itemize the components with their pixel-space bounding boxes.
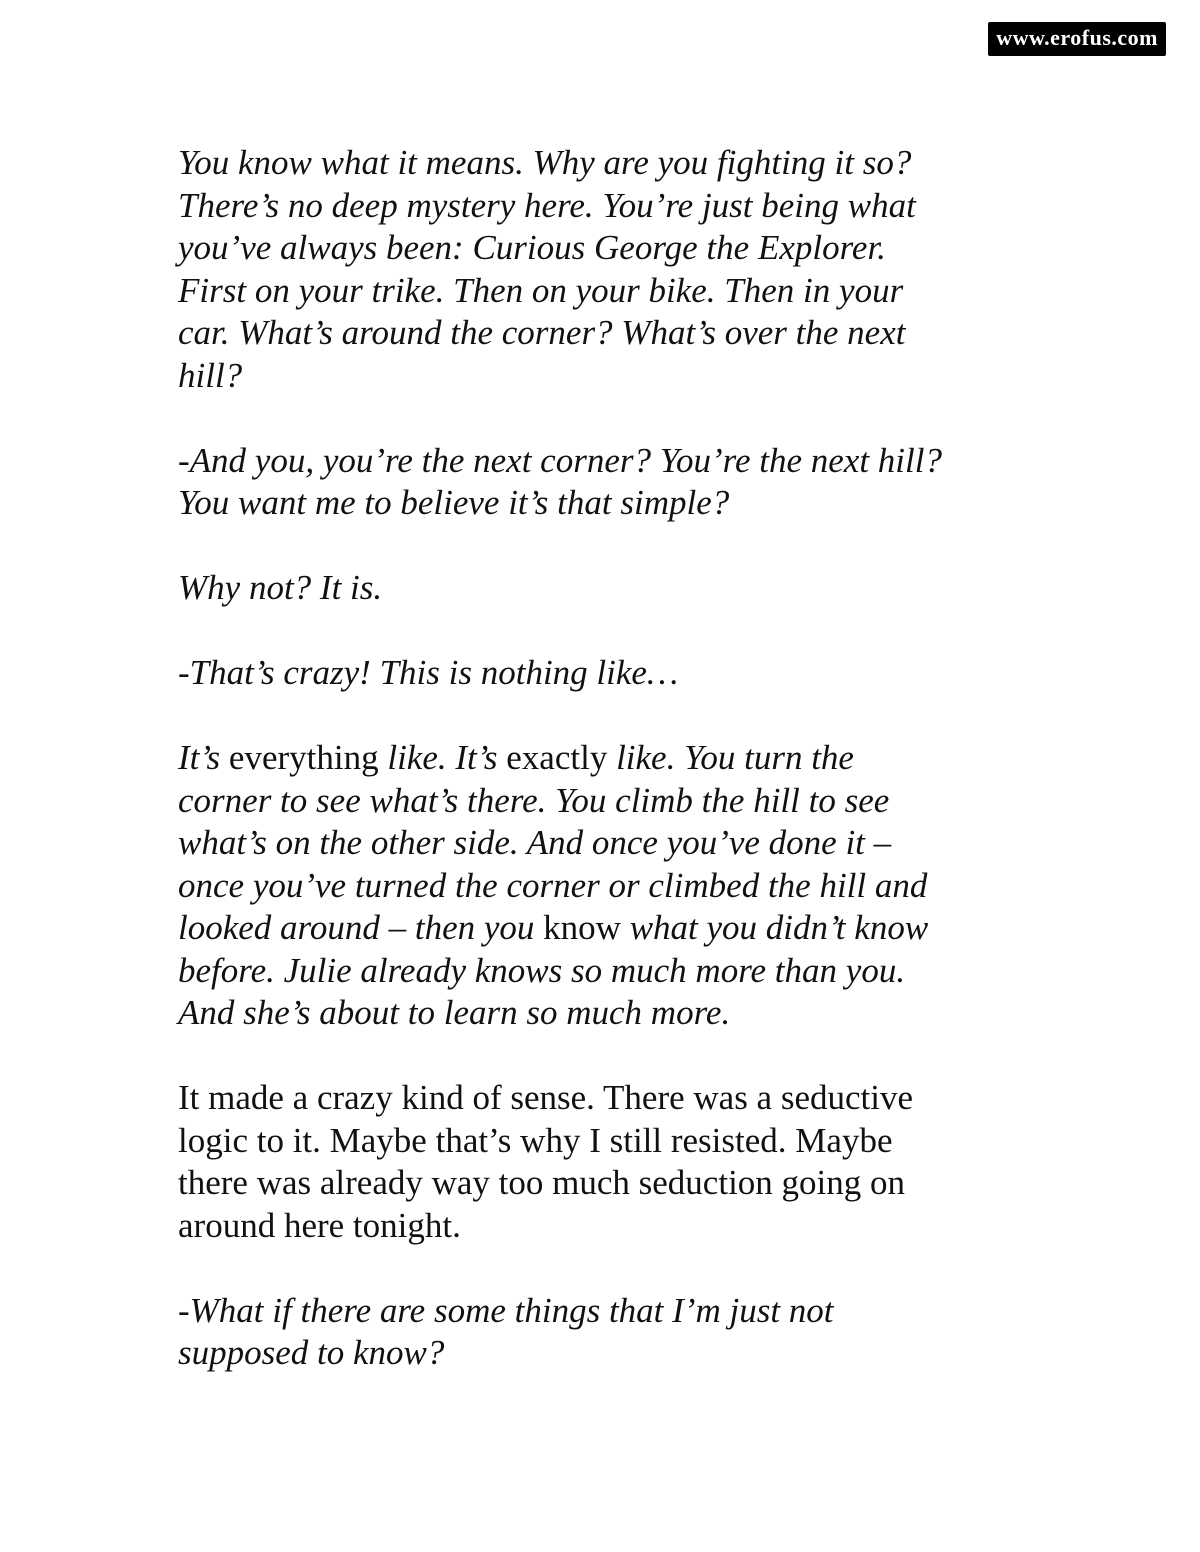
paragraph-1: You know what it means. Why are you fighting it so? There’s no deep mystery here. You’re just being what you’ve always been: Curious George the Explorer. First on your trike. Then on your bike. Then in your car. What’s around the corner? What’s over the next hill?	[178, 143, 916, 395]
paragraph-5-emphasis: everything	[228, 738, 379, 777]
watermark-text: www.erofus.com	[996, 25, 1158, 50]
paragraph-5-emphasis: exactly	[506, 738, 608, 777]
paragraph-5-span: like. You turn the corner to see what’s there. You climb the hill to see what’s on the other side. And once you’ve done it – once you’ve turned the corner or climbed the hill and looked around – then you	[178, 738, 928, 947]
paragraph-5	[178, 737, 998, 1035]
document-page	[178, 142, 998, 1417]
paragraph-5-span: like. It’s	[378, 738, 507, 777]
paragraph-6: It made a crazy kind of sense. There was a seductive logic to it. Maybe that’s why I still resisted. Maybe there was already way too much seduction going on around here tonight.	[178, 1078, 914, 1245]
paragraph-4: -That’s crazy! This is nothing like…	[178, 653, 679, 692]
paragraph-5-emphasis: know	[543, 908, 621, 947]
paragraph-7: -What if there are some things that I’m just not supposed to know?	[178, 1290, 834, 1372]
paragraph-5-span: what you didn’t know before. Julie already knows so much more than you. And she’s about to learn so much more.	[178, 908, 929, 1032]
paragraph-3: Why not? It is.	[178, 568, 383, 607]
paragraph-2: -And you, you’re the next corner? You’re the next hill? You want me to believe it’s that simple?	[178, 440, 942, 522]
watermark-badge	[988, 22, 1166, 56]
paragraph-5-span: It’s	[178, 738, 229, 777]
